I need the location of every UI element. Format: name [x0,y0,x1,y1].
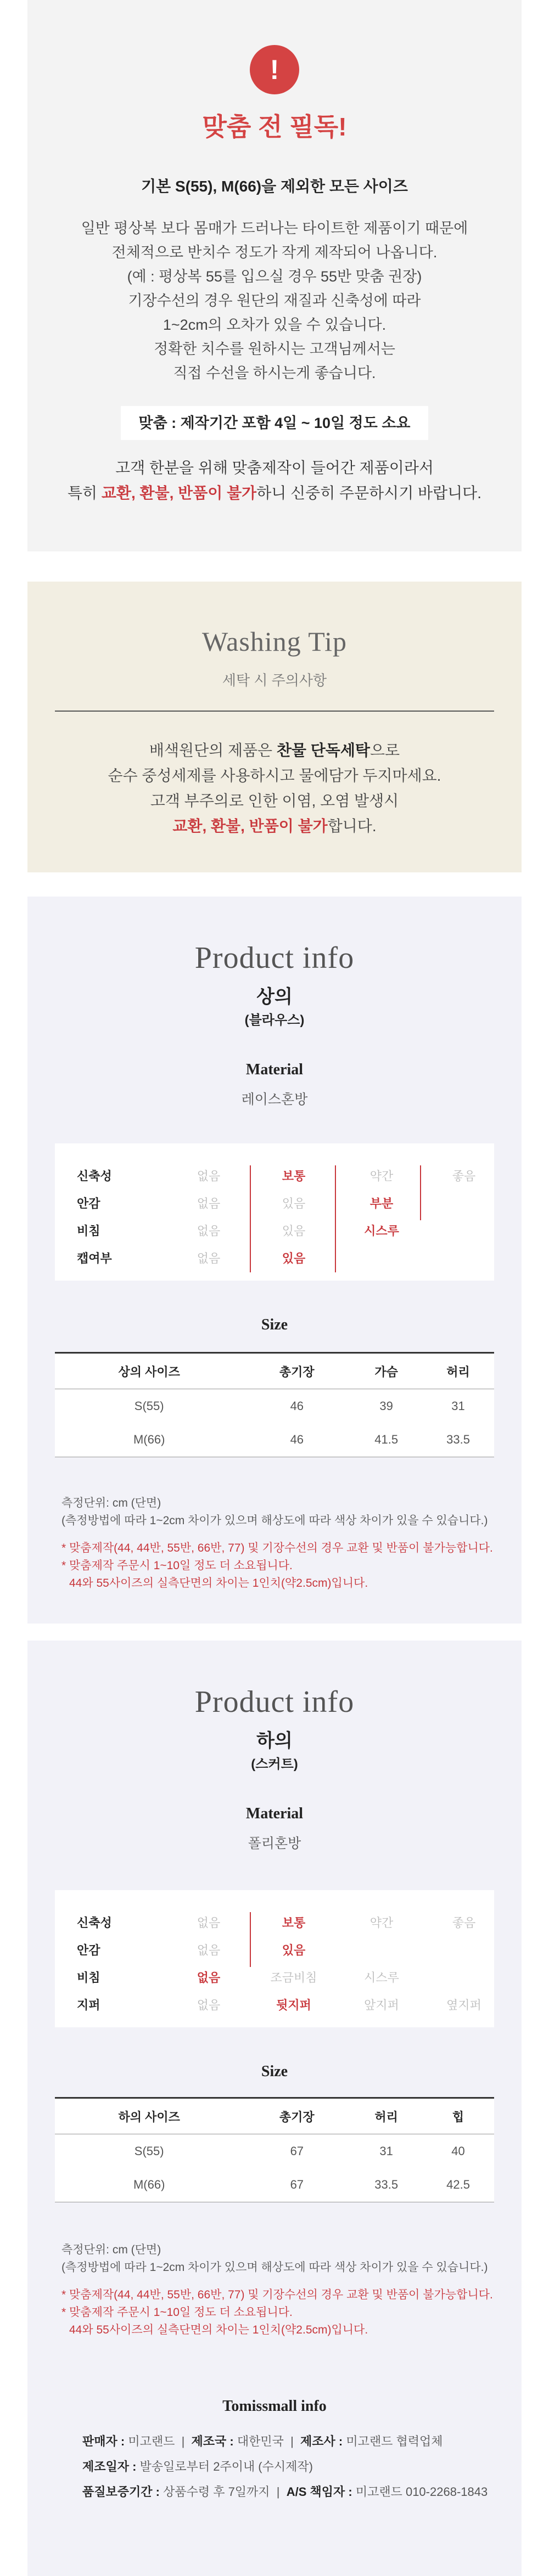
cold-wash-highlight: 찬물 단독세탁 [276,742,370,759]
attribute-option: 조금비침 [270,1971,317,1985]
table-cell: S(55) [55,2134,243,2168]
table-row [55,1423,494,1457]
table-cell: 33.5 [422,1423,494,1457]
size-table [55,2097,494,2202]
column-header: 총기장 [243,1353,350,1389]
attribute-option: 좋음 [452,1916,476,1930]
column-header: 총기장 [243,2098,350,2134]
info-value: 미고랜드 010-2268-1843 [355,2485,488,2499]
column-header: 하의 사이즈 [55,2098,243,2134]
category-subtitle: (스커트) [251,1757,298,1772]
warning-line: 정확한 치수를 원하시는 고객님께서는 [154,341,395,357]
attribute-row [55,1994,494,2016]
attribute-option: 약간 [369,1169,394,1183]
size-heading: Size [261,2063,288,2080]
attribute-option: 없음 [197,1998,221,2012]
attribute-row [55,1912,494,1934]
washing-line: 순수 중성세제를 사용하시고 물에담가 두지마세요. [108,767,441,784]
info-value: 미고랜드 [128,2434,175,2448]
attribute-option: 없음 [197,1169,221,1183]
attribute-option: 없음 [197,1943,221,1957]
column-header: 상의 사이즈 [55,1353,243,1389]
table-row [55,2168,494,2202]
attribute-label: 비침 [77,1971,100,1985]
category-subtitle: (블라우스) [244,1013,305,1028]
column-header: 가슴 [350,1353,422,1389]
warning-line: 직접 수선을 하시는게 좋습니다. [173,365,376,381]
note-line: 44와 55사이즈의 실측단면의 차이는 1인치(약2.5cm)입니다. [69,1577,368,1589]
attribute-option: 없음 [197,1224,221,1238]
shop-info-row: 품질보증기간 : 상품수령 후 7일까지 | A/S 책임자 : 미고랜드 010-2268-1843 [82,2485,488,2499]
attribute-option: 시스루 [364,1971,399,1985]
product-info-title: Product info [194,1685,355,1719]
column-header: 힙 [422,2098,494,2134]
product-info-title: Product info [194,941,355,975]
note-line: (측정방법에 따라 1~2cm 차이가 있으며 해상도에 따라 색상 차이가 있을 수 있습니다.) [61,1514,488,1527]
warning-bottom-line: 특히 교환, 환불, 반품이 불가하니 신중히 주문하시기 바랍니다. [67,484,482,501]
washing-line: 고객 부주의로 인한 이염, 오염 발생시 [150,792,399,809]
attribute-label: 안감 [77,1197,100,1210]
info-label: 판매자 : [82,2434,125,2448]
attribute-option-selected: 시스루 [364,1224,399,1238]
table-cell: M(66) [55,2168,243,2202]
attribute-label: 안감 [77,1943,100,1957]
info-value: 상품수령 후 7일까지 [163,2485,270,2499]
attribute-option: 있음 [282,1224,306,1238]
note-line: 측정단위: cm (단면) [61,2244,161,2256]
product-info-top-section [27,897,522,1624]
attribute-row [55,1165,494,1187]
warning-line: 1~2cm의 오차가 있을 수 있습니다. [163,317,386,333]
note-line: 44와 55사이즈의 실측단면의 차이는 1인치(약2.5cm)입니다. [69,2324,368,2336]
attribute-option: 없음 [197,1916,221,1930]
attribute-label: 캡여부 [77,1252,112,1265]
attribute-row [55,1967,494,1989]
warning-bottom-line: 고객 한분을 위해 맞춤제작이 들어간 제품이라서 [115,459,434,476]
table-row [55,2134,494,2168]
column-header: 허리 [350,2098,422,2134]
warning-title: 맞춤 전 필독! [202,112,347,141]
material-value: 폴리혼방 [248,1836,301,1851]
info-label: A/S 책임자 : [286,2485,352,2499]
shop-info-row: 판매자 : 미고랜드 | 제조국 : 대한민국 | 제조사 : 미고랜드 협력업체 [82,2434,443,2448]
shop-info-row [82,2456,511,2478]
info-label: 제조일자 : [82,2460,137,2473]
warning-line: 기장수선의 경우 원단의 재질과 신축성에 따라 [128,292,421,309]
table-cell: 39 [350,1389,422,1423]
size-heading: Size [261,1316,288,1333]
no-refund-highlight: 교환, 환불, 반품이 불가 [172,818,328,835]
info-label: 제조사 : [300,2434,343,2448]
attribute-row [55,1248,494,1270]
attribute-option-selected: 부분 [369,1197,394,1210]
attribute-table [55,1890,494,2027]
warning-line: 일반 평상복 보다 몸매가 드러나는 타이트한 제품이기 때문에 [81,220,468,236]
product-info-bottom-section [27,1641,522,2576]
attribute-option: 옆지퍼 [446,1998,481,2012]
material-heading: Material [245,1805,304,1822]
warning-line: (예 : 평상복 55를 입으실 경우 55반 맞춤 권장) [127,268,422,285]
attribute-option-selected: 뒷지퍼 [276,1998,311,2012]
table-cell: 42.5 [422,2168,494,2202]
column-header: 허리 [422,1353,494,1389]
info-value: 대한민국 [237,2434,284,2448]
note-line: 측정단위: cm (단면) [61,1497,161,1509]
warning-line: 전체적으로 반치수 정도가 작게 제작되어 나옵니다. [111,244,438,261]
table-cell: 67 [243,2168,350,2202]
attribute-label: 비침 [77,1224,100,1238]
alert-icon: ! [250,45,299,94]
attribute-option-selected: 보통 [282,1169,306,1183]
table-cell: 33.5 [350,2168,422,2202]
attribute-row [55,1940,494,1961]
attribute-option: 좋음 [452,1169,476,1183]
table-cell: S(55) [55,1389,243,1423]
attribute-table [55,1143,494,1281]
attribute-option-selected: 있음 [282,1943,306,1957]
size-table-header [55,2098,494,2134]
attribute-label: 신축성 [77,1916,112,1930]
category-title: 하의 [256,1731,293,1751]
table-cell: 46 [243,1389,350,1423]
washing-body [27,738,522,839]
table-cell: 31 [350,2134,422,2168]
table-cell: 40 [422,2134,494,2168]
size-warning-section [27,0,522,551]
attribute-option: 약간 [369,1916,394,1930]
attribute-option-selected: 있음 [282,1252,306,1265]
attribute-option: 없음 [197,1252,221,1265]
note-line: * 맞춤제작(44, 44반, 55반, 66반, 77) 및 기장수선의 경우 교환 및 반품이 불가능합니다. [61,1542,493,1554]
info-value: 미고랜드 협력업체 [346,2434,443,2448]
info-label: 품질보증기간 : [82,2485,160,2499]
attribute-option-selected: 없음 [197,1971,221,1985]
table-row [55,1389,494,1423]
attribute-option: 앞지퍼 [364,1998,399,2012]
production-period-box: 맞춤 : 제작기간 포함 4일 ~ 10일 정도 소요 [121,406,428,440]
note-line: * 맞춤제작 주문시 1~10일 정도 더 소요됩니다. [61,1559,293,1572]
material-value: 레이스혼방 [241,1092,308,1107]
washing-line: 배색원단의 제품은 찬물 단독세탁으로 [149,742,400,759]
category-title: 상의 [256,987,293,1007]
shop-info-heading: Tomissmall info [222,2398,327,2415]
attribute-row [55,1220,494,1242]
size-notes [61,1495,501,1592]
info-label: 제조국 : [191,2434,234,2448]
attribute-option: 없음 [197,1197,221,1210]
attribute-label: 신축성 [77,1169,112,1183]
washing-tip-section [27,582,522,872]
table-cell: 67 [243,2134,350,2168]
size-notes [61,2241,501,2339]
attribute-row [55,1193,494,1215]
washing-title: Washing Tip [201,626,347,657]
no-refund-highlight: 교환, 환불, 반품이 불가 [101,484,257,501]
attribute-option-selected: 보통 [282,1916,306,1930]
divider [55,711,494,712]
size-table-header [55,1353,494,1389]
table-cell: 46 [243,1423,350,1457]
washing-line: 교환, 환불, 반품이 불가합니다. [172,818,377,835]
note-line: * 맞춤제작 주문시 1~10일 정도 더 소요됩니다. [61,2306,293,2319]
table-cell: 41.5 [350,1423,422,1457]
note-line: (측정방법에 따라 1~2cm 차이가 있으며 해상도에 따라 색상 차이가 있을 수 있습니다.) [61,2261,488,2274]
warning-subtitle: 기본 S(55), M(66)을 제외한 모든 사이즈 [141,178,408,195]
warning-body [27,216,522,385]
note-line: * 맞춤제작(44, 44반, 55반, 66반, 77) 및 기장수선의 경우 교환 및 반품이 불가능합니다. [61,2288,493,2301]
attribute-option: 있음 [282,1197,306,1210]
table-cell: M(66) [55,1423,243,1457]
material-heading: Material [245,1061,304,1078]
warning-bottom-text [27,455,522,506]
size-table [55,1352,494,1457]
attribute-label: 지퍼 [77,1998,100,2012]
washing-subtitle: 세탁 시 주의사항 [222,672,327,689]
table-cell: 31 [422,1389,494,1423]
info-value: 발송일로부터 2주이내 (수시제작) [139,2460,313,2473]
